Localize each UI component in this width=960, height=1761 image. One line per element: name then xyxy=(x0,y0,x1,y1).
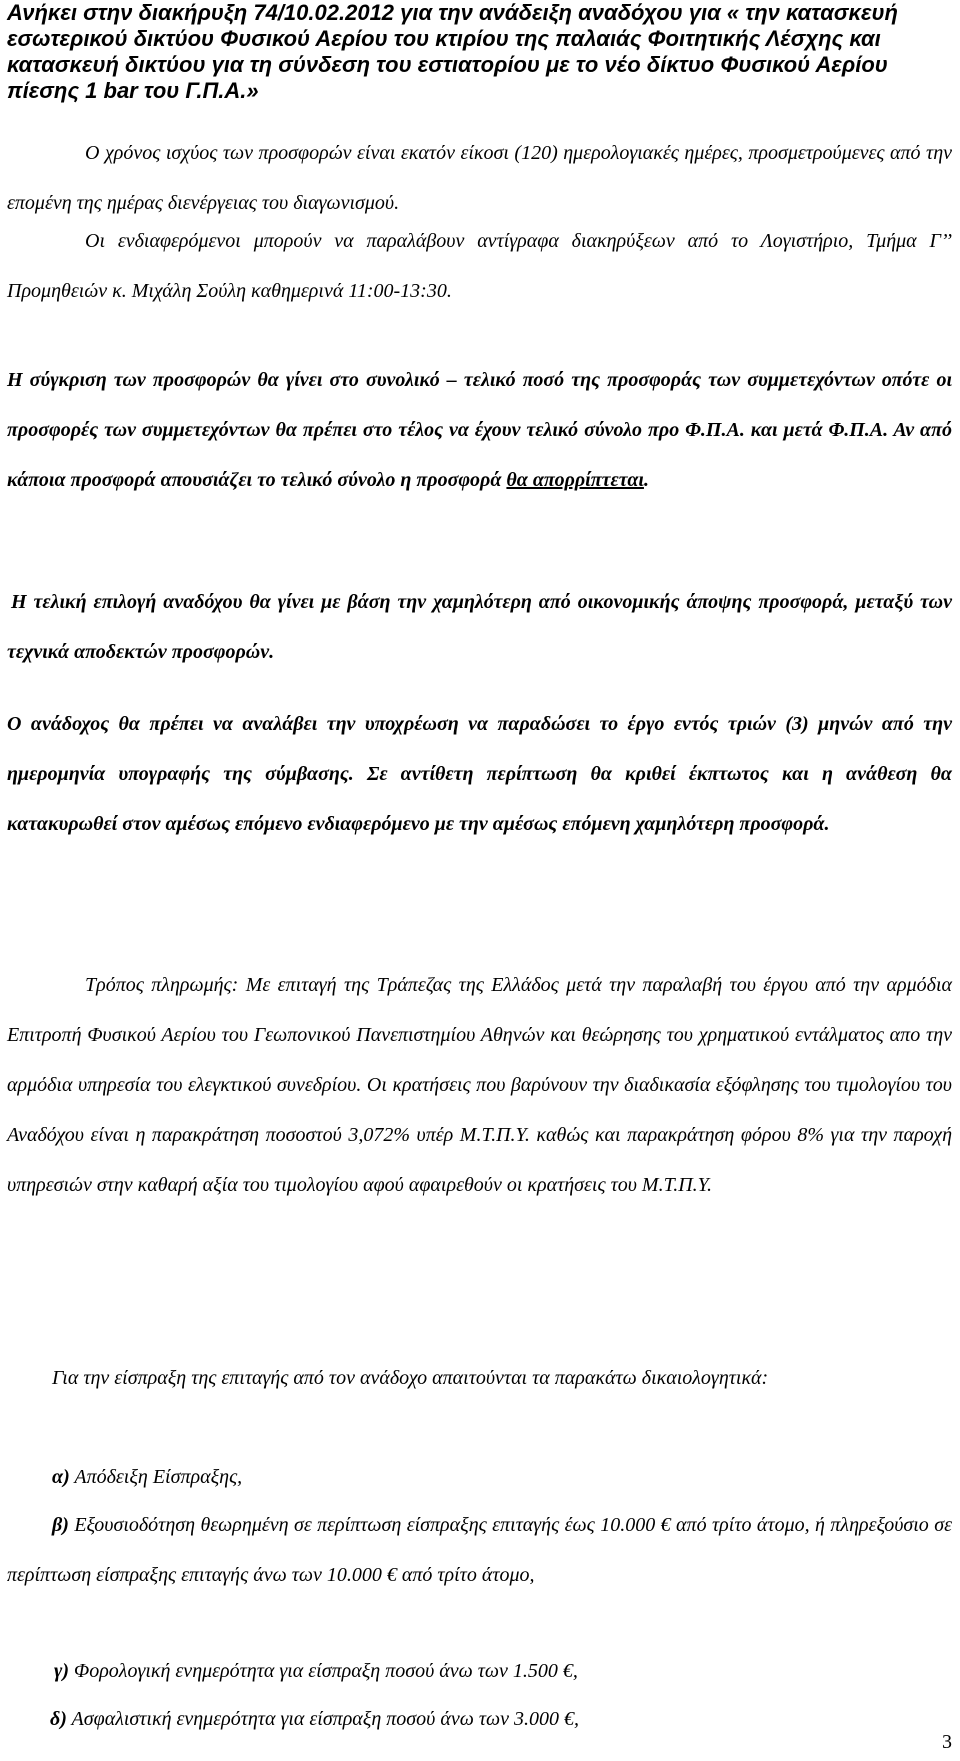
validity-paragraph: Ο χρόνος ισχύος των προσφορών είναι εκατόν είκοσι (120) ημερολογιακές ημέρες, προσμετρούμενες από την επομένη της ημέρας διενέργειας του διαγωνισμού. xyxy=(7,142,952,214)
page-number: 3 xyxy=(942,1731,952,1753)
rejection-underlined-text: θα απορρίπτεται xyxy=(506,469,644,491)
contractor-duty-paragraph: Ο ανάδοχος θα πρέπει να αναλάβει την υποχρέωση να παραδώσει το έργο εντός τριών (3) μηνών από την ημερομηνία υπογραφής της σύμβασης. Σε αντίθετη περίπτωση θα κριθεί έκπτωτος και η ανάθεση θα κατακυρωθεί στον αμέσως επόμενο ενδιαφερόμενο με την αμέσως επόμενη χαμηλότερη προσφορά. xyxy=(7,713,952,835)
list-item-receipt xyxy=(7,1452,952,1502)
comparison-text: Η σύγκριση των προσφορών θα γίνει στο συνολικό – τελικό ποσό της προσφοράς των συμμετεχόντων οπότε οι προσφορές των συμμετεχόντων θα πρέπει στο τέλος να έχουν τελικό σύνολο προ Φ.Π.Α. και μετά Φ.Π.Α. Αν από κάποια προσφορά απουσιάζει το τελικό σύνολο η προσφορά xyxy=(7,369,952,491)
list-item-text: Απόδειξη Είσπραξης, xyxy=(69,1466,243,1488)
list-item-text: Εξουσιοδότηση θεωρημένη σε περίπτωση είσπραξης επιταγής έως 10.000 € από τρίτο άτομο, ή πληρεξούσιο σε περίπτωση είσπραξης επιταγής άνω των 10.000 € από τρίτο άτομο, xyxy=(7,1514,952,1586)
header-title: Ανήκει στην διακήρυξη 74/10.02.2012 για την ανάδειξη αναδόχου για « την κατασκευή εσωτερικού δικτύου Φυσικού Αερίου του κτιρίου της παλαιάς Φοιτητικής Λέσχης και κατασκευή δικτύου για τη σύνδεση του εστιατορίου με το νέο δίκτυο Φυσικού Αερίου πίεσης 1 bar του Γ.Π.Α.» xyxy=(7,0,898,103)
list-item-text: Φορολογική ενημερότητα για είσπραξη ποσού άνω των 1.500 €, xyxy=(68,1660,578,1682)
list-marker: δ) xyxy=(50,1708,67,1730)
list-item-tax-clearance xyxy=(54,1646,954,1696)
comparison-paragraph xyxy=(7,355,952,505)
list-item-text: Ασφαλιστική ενημερότητα για είσπραξη ποσού άνω των 3.000 €, xyxy=(66,1708,579,1730)
list-marker: γ) xyxy=(54,1660,69,1682)
list-item-insurance-clearance xyxy=(50,1694,950,1744)
list-marker: α) xyxy=(52,1466,70,1488)
list-marker: β) xyxy=(52,1514,69,1536)
comparison-end: . xyxy=(643,469,649,491)
payment-paragraph: Τρόπος πληρωμής: Με επιταγή της Τράπεζας της Ελλάδος μετά την παραλαβή του έργου από την αρμόδια Επιτροπή Φυσικού Αερίου του Γεωπονικού Πανεπιστημίου Αθηνών και θεώρησης του χρηματικού εντάλματος απο την αρμόδια υπηρεσία του ελεγκτικού συνεδρίου. Οι κρατήσεις που βαρύνουν την διαδικασία εξόφλησης του τιμολογίου του Αναδόχου είναι η παρακράτηση ποσοστού 3,072% υπέρ Μ.Τ.Π.Υ. καθώς και παρακράτηση φόρου 8% για την παροχή υπηρεσιών στην καθαρή αξία του τιμολογίου αφού αφαιρεθούν οι κρατήσεις του Μ.Τ.Π.Υ. xyxy=(7,974,952,1196)
final-selection-paragraph: Η τελική επιλογή αναδόχου θα γίνει με βάση την χαμηλότερη από οικονομικής άποψης προσφορά, μεταξύ των τεχνικά αποδεκτών προσφορών. xyxy=(7,591,952,663)
collection-intro-paragraph: Για την είσπραξη της επιταγής από τον ανάδοχο απαιτούνται τα παρακάτω δικαιολογητικά: xyxy=(52,1367,769,1389)
list-item-authorization xyxy=(7,1500,952,1600)
copies-paragraph: Οι ενδιαφερόμενοι μπορούν να παραλάβουν αντίγραφα διακηρύξεων από το Λογιστήριο, Τμήμα Γ’’ Προμηθειών κ. Μιχάλη Σούλη καθημερινά 11:00-13:30. xyxy=(7,230,952,302)
